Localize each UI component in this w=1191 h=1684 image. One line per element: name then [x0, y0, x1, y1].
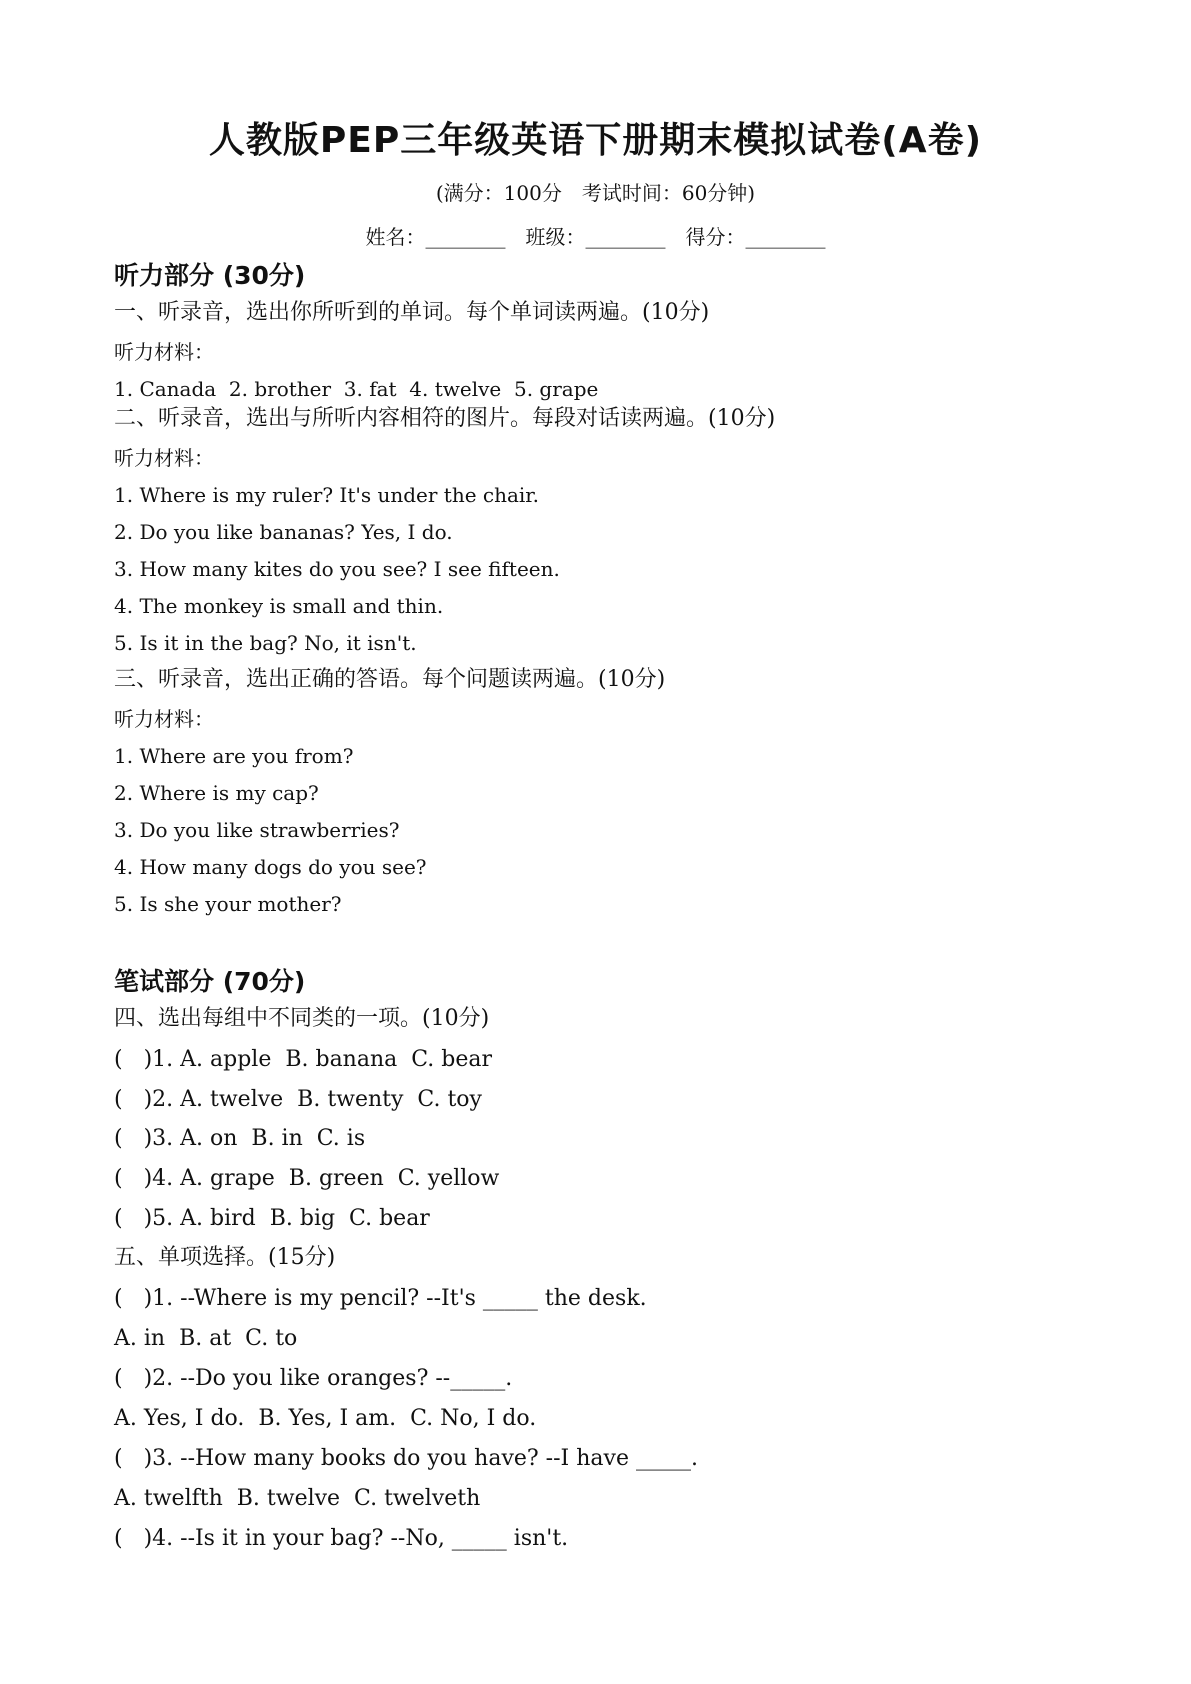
exam-subtitle: (满分：100分 考试时间：60分钟) — [435, 181, 756, 205]
page-title: 人教版PEP三年级英语下册期末模拟试卷(A卷) — [208, 120, 983, 161]
part3-line: 1. Where are you from? — [114, 744, 354, 768]
part5-options: A. Yes, I do. B. Yes, I am. C. No, I do. — [114, 1406, 537, 1431]
part1-line: 1. Canada 2. brother 3. fat 4. twelve 5. grape — [114, 377, 599, 401]
part4-title: 四、选出每组中不同类的一项。(10分) — [114, 1006, 490, 1031]
part2-material-label: 听力材料： — [114, 446, 214, 470]
part5-question: ( )3. --How many books do you have? --I have _____. — [114, 1446, 698, 1471]
part4-question: ( )5. A. bird B. big C. bear — [114, 1206, 430, 1231]
writing-section-heading: 笔试部分 (70分) — [114, 967, 306, 996]
part2-title: 二、听录音，选出与所听内容相符的图片。每段对话读两遍。(10分) — [114, 406, 776, 431]
part5-question: ( )4. --Is it in your bag? --No, _____ isn't. — [114, 1526, 569, 1551]
part1-title: 一、听录音，选出你所听到的单词。每个单词读两遍。(10分) — [114, 300, 710, 325]
part4-question: ( )4. A. grape B. green C. yellow — [114, 1166, 500, 1191]
part3-line: 5. Is she your mother? — [114, 892, 342, 916]
listening-section-heading: 听力部分 (30分) — [114, 261, 306, 290]
part1-material-label: 听力材料： — [114, 340, 214, 364]
student-info-line: 姓名：________ 班级：________ 得分：________ — [365, 225, 826, 249]
part3-title: 三、听录音，选出正确的答语。每个问题读两遍。(10分) — [114, 667, 666, 692]
part3-line: 4. How many dogs do you see? — [114, 855, 427, 879]
part2-line: 5. Is it in the bag? No, it isn't. — [114, 631, 417, 655]
part5-options: A. twelfth B. twelve C. twelveth — [114, 1486, 481, 1511]
part5-title: 五、单项选择。(15分) — [114, 1245, 336, 1270]
part3-line: 3. Do you like strawberries? — [114, 818, 400, 842]
part4-question: ( )3. A. on B. in C. is — [114, 1126, 366, 1151]
part2-line: 1. Where is my ruler? It's under the chair. — [114, 483, 540, 507]
part2-line: 2. Do you like bananas? Yes, I do. — [114, 520, 453, 544]
part3-material-label: 听力材料： — [114, 707, 214, 731]
part4-question: ( )1. A. apple B. banana C. bear — [114, 1047, 493, 1072]
part3-line: 2. Where is my cap? — [114, 781, 319, 805]
part5-options: A. in B. at C. to — [114, 1326, 298, 1351]
part5-question: ( )2. --Do you like oranges? --_____. — [114, 1366, 513, 1391]
part2-line: 4. The monkey is small and thin. — [114, 594, 444, 618]
part4-question: ( )2. A. twelve B. twenty C. toy — [114, 1087, 482, 1112]
part2-line: 3. How many kites do you see? I see fifteen. — [114, 557, 560, 581]
part5-question: ( )1. --Where is my pencil? --It's _____ the desk. — [114, 1286, 647, 1311]
